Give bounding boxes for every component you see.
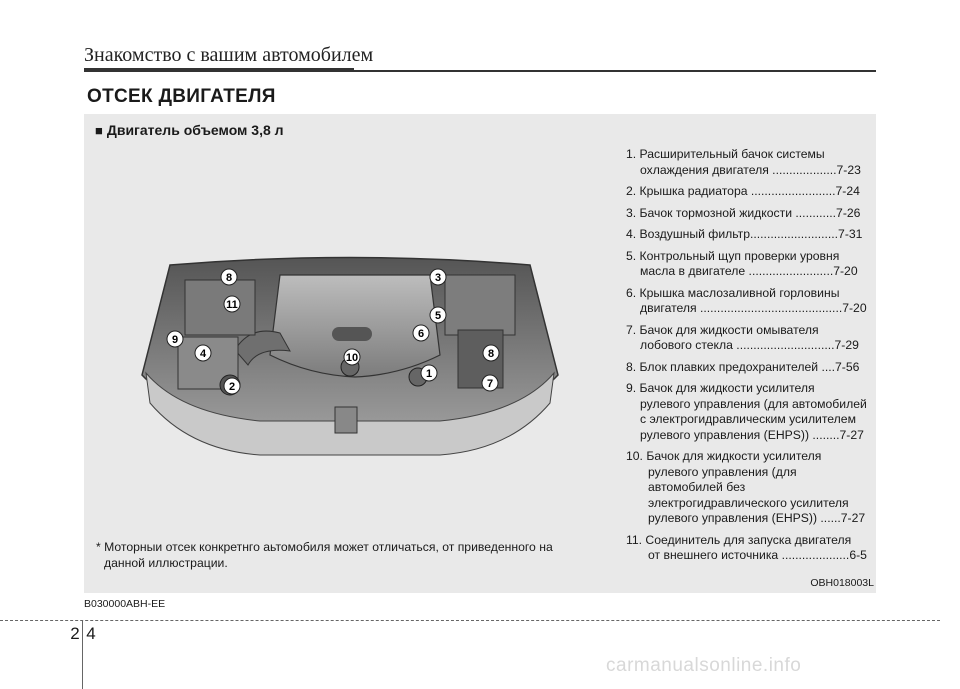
- legend-item: 6. Крышка маслозаливной горловины двигателя ..........................................7-20: [626, 285, 867, 315]
- callout-10: [344, 349, 360, 365]
- callout-2: [224, 378, 240, 394]
- legend-item: 4. Воздушный фильтр..........................7-31: [626, 227, 863, 241]
- callout-8-left: [221, 269, 237, 285]
- callout-11: [224, 296, 240, 312]
- callout-5: [430, 307, 446, 323]
- svg-text:1: 1: [425, 368, 433, 380]
- legend-item: 2. Крышка радиатора .........................7-24: [626, 184, 860, 198]
- note-line-2: данной иллюстрации.: [104, 556, 228, 570]
- svg-text:7: 7: [486, 378, 494, 390]
- svg-text:5: 5: [434, 310, 442, 322]
- callout-8-right: [483, 345, 499, 361]
- svg-text:4: 4: [199, 348, 207, 360]
- callout-1: [421, 365, 437, 381]
- page-number: [67, 624, 99, 644]
- callout-3: [430, 269, 446, 285]
- legend-item: 5. Контрольный щуп проверки уровня масла в двигателе .........................7-20: [626, 248, 858, 278]
- svg-text:6: 6: [417, 328, 425, 340]
- svg-text:3: 3: [434, 272, 442, 284]
- svg-text:8: 8: [487, 348, 495, 360]
- legend-item: 11. Соединитель для запуска двигателя от внешнего источника ....................6-5: [626, 532, 867, 562]
- square-bullet-icon: ■: [95, 123, 103, 138]
- legend-item: 7. Бачок для жидкости омывателя лобового стекла .............................7-29: [626, 322, 859, 352]
- page-number-page: 4: [86, 624, 96, 643]
- watermark: carmanualsonline.info: [606, 655, 802, 676]
- page-number-chapter: 2: [70, 624, 80, 643]
- svg-text:2: 2: [228, 381, 236, 393]
- header-rule: [84, 70, 876, 72]
- legend-item: 8. Блок плавких предохранителей ....7-56: [626, 359, 860, 374]
- callout-4: [195, 345, 211, 361]
- panel-subtitle-text: Двигатель объемом 3,8 л: [106, 122, 284, 138]
- footer-dashed-rule: [0, 620, 940, 621]
- illustration-note: [96, 539, 596, 571]
- component-legend: [626, 147, 876, 570]
- engine-bay-illustration: [140, 255, 560, 465]
- legend-item: 1. Расширительный бачок системы охлаждения двигателя ...................7-23: [626, 147, 861, 177]
- svg-text:11: 11: [226, 299, 238, 311]
- section-title: Знакомство с вашим автомобилем: [84, 44, 374, 66]
- svg-text:10: 10: [345, 352, 359, 364]
- document-code: B030000ABH-EE: [84, 598, 166, 610]
- page-heading: ОТСЕК ДВИГАТЕЛЯ: [87, 86, 276, 107]
- legend-item: 10. Бачок для жидкости усилителя рулевого управления (для автомобилей без электрогидравлического усилителя рулевого управления (EHPS)) ......7-27: [626, 449, 866, 525]
- legend-item: 3. Бачок тормозной жидкости ............7-26: [626, 205, 861, 220]
- panel-subtitle: [95, 122, 284, 138]
- svg-text:9: 9: [171, 334, 179, 346]
- callout-9: [167, 331, 183, 347]
- callout-7: [482, 375, 498, 391]
- image-code: OBH018003L: [810, 577, 874, 589]
- legend-item: 9. Бачок для жидкости усилителя рулевого управления (для автомобилей с электрогидравлическим усилителем рулевого управления (EHPS)) ........7-27: [626, 381, 867, 442]
- callout-6: [413, 325, 429, 341]
- svg-text:8: 8: [225, 272, 233, 284]
- note-line-1: * Моторныи отсек конкретнго аьтомобиля может отличаться, от приведенного на: [96, 540, 553, 554]
